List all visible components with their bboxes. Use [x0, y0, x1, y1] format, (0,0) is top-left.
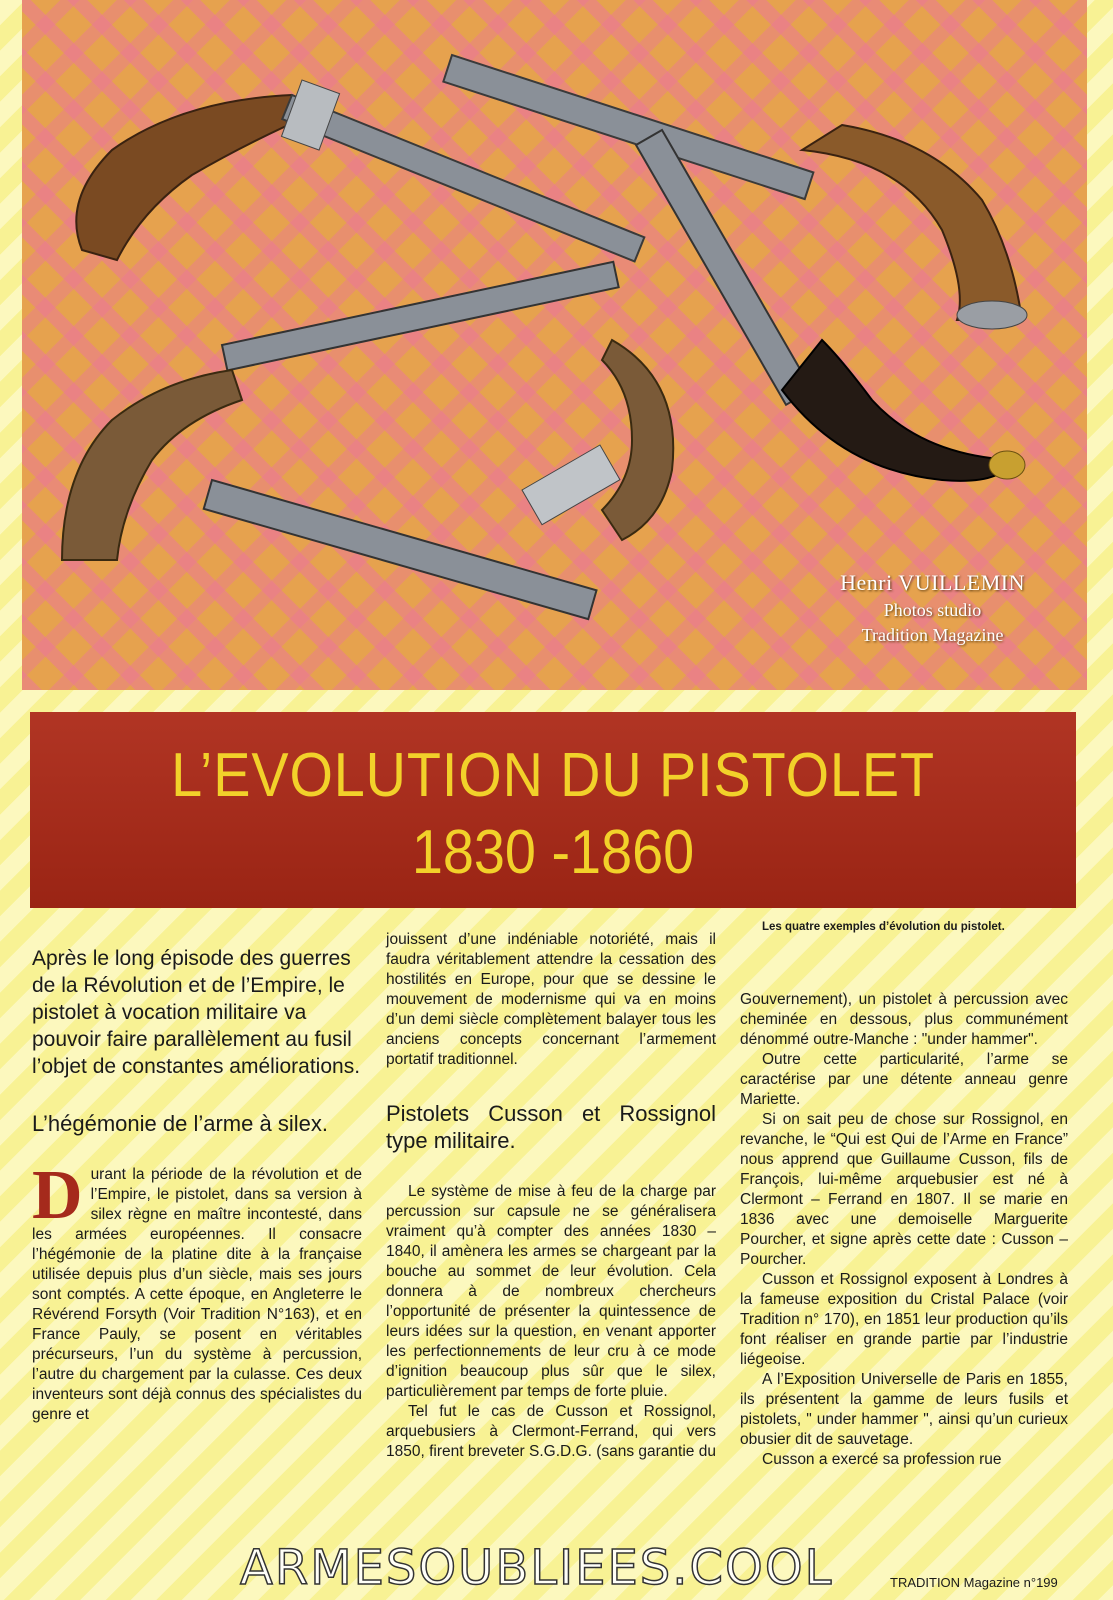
- section-heading-cusson: Pistolets Cusson et Rossignol type militaire.: [386, 1101, 716, 1153]
- body-paragraph: [32, 1157, 362, 1425]
- paragraph: jouissent d’une indéniable notoriété, mais il faudra véritablement attendre la cessation des hostilités en Europe, pour que se dessine le mouvement de modernisme qui va en moins d’un demi siècle complètement balayer tous les anciens concepts concernant l’armement portatif traditionnel.: [386, 931, 716, 1068]
- paragraph: Gouvernement), un pistolet à percussion avec cheminée en dessous, plus communément dénommé outre-Manche : "under hammer".: [740, 991, 1068, 1048]
- paragraph: Cusson et Rossignol exposent à Londres à la fameuse exposition du Cristal Palace (voir Tradition n° 170), en 1851 leur production qu’ils font réaliser en grande partie par l’industrie liégeoise.: [740, 1271, 1068, 1368]
- pistol-photo: [22, 0, 1087, 690]
- credit-line-2: Photos studio: [883, 600, 982, 620]
- paragraph: Outre cette particularité, l’arme se caractérise par une détente anneau genre Mariette.: [740, 1051, 1068, 1108]
- page-footer: TRADITION Magazine n°199: [890, 1575, 1058, 1590]
- column-1: [32, 945, 362, 1425]
- drop-cap: D: [32, 1157, 83, 1234]
- photo-credit: [840, 570, 1025, 646]
- paragraph: Cusson a exercé sa profession rue: [762, 1451, 1002, 1468]
- pistol-bottom: [204, 340, 674, 619]
- credit-line-3: Tradition Magazine: [861, 625, 1004, 645]
- section-heading-silex: L’hégémonie de l’arme à silex.: [32, 1111, 328, 1136]
- paragraph: A l’Exposition Universelle de Paris en 1855, ils présentent la gamme de leurs fusils et pistolets, " under hammer ", ainsi qu’un curieux obusier dit de sauvetage.: [740, 1371, 1068, 1448]
- paragraph: Tel fut le cas de Cusson et Rossignol, arquebusiers à Clermont-Ferrand, qui vers 1850, firent breveter S.G.D.G. (sans garantie du: [386, 1403, 716, 1460]
- credit-name: Henri VUILLEMIN: [840, 570, 1025, 595]
- column-2: [386, 930, 716, 1462]
- photo-caption: Les quatre exemples d’évolution du pistolet.: [762, 921, 1005, 933]
- pistol-middle-left: [62, 262, 619, 560]
- title-line-1: L’EVOLUTION DU PISTOLET: [171, 741, 935, 810]
- paragraph: Le système de mise à feu de la charge par percussion sur capsule ne se généralisera vraiment qu’à compter des années 1830 – 1840, il amènera les armes se chargeant par la bouche au sommet de leur évolution. Cela donnera à de nombreux chercheurs l’opportunité de présenter la quintessence de leurs idées sur la question, en venant apporter les perfectionnements de leur cru à ce mode d’ignition beaucoup plus sûr que le silex, particulièrement par temps de forte pluie.: [386, 1183, 716, 1400]
- column-3: [740, 990, 1068, 1470]
- lead-paragraph: Après le long épisode des guerres de la Révolution et de l’Empire, le pistolet à vocation militaire va pouvoir faire parallèlement au fusil l’objet de constantes améliorations.: [32, 947, 361, 1078]
- title-line-2: 1830 -1860: [411, 818, 695, 887]
- paragraph: Si on sait peu de chose sur Rossignol, en revanche, le “Qui est Qui de l’Arme en France” nous apprend que Guillaume Cusson, fils de François, lui-même arquebusier est né à Clermont – Ferrand en 1807. Il se marie en 1836 avec une demoiselle Marguerite Pourcher, et signe après cette date : Cusson – Pourcher.: [740, 1111, 1068, 1268]
- watermark: ARMESOUBLIEES.COOL: [240, 1540, 834, 1596]
- title-banner: [30, 712, 1076, 908]
- body-text: urant la période de la révolution et de l’Empire, le pistolet, dans sa version à silex règne en maître incontesté, dans les armées européennes. Il consacre l’hégémonie de la platine dite à la française utilisée depuis plus d’un siècle, mais ses jours sont comptés. A cette époque, en Angleterre le Révérend Forsyth (Voir Tradition N°163), et en France Pauly, se posent en véritables précurseurs, l’un du système à percussion, l’autre du chargement par la culasse. Ces deux inventeurs sont déjà connus des spécialistes du genre et: [32, 1166, 362, 1423]
